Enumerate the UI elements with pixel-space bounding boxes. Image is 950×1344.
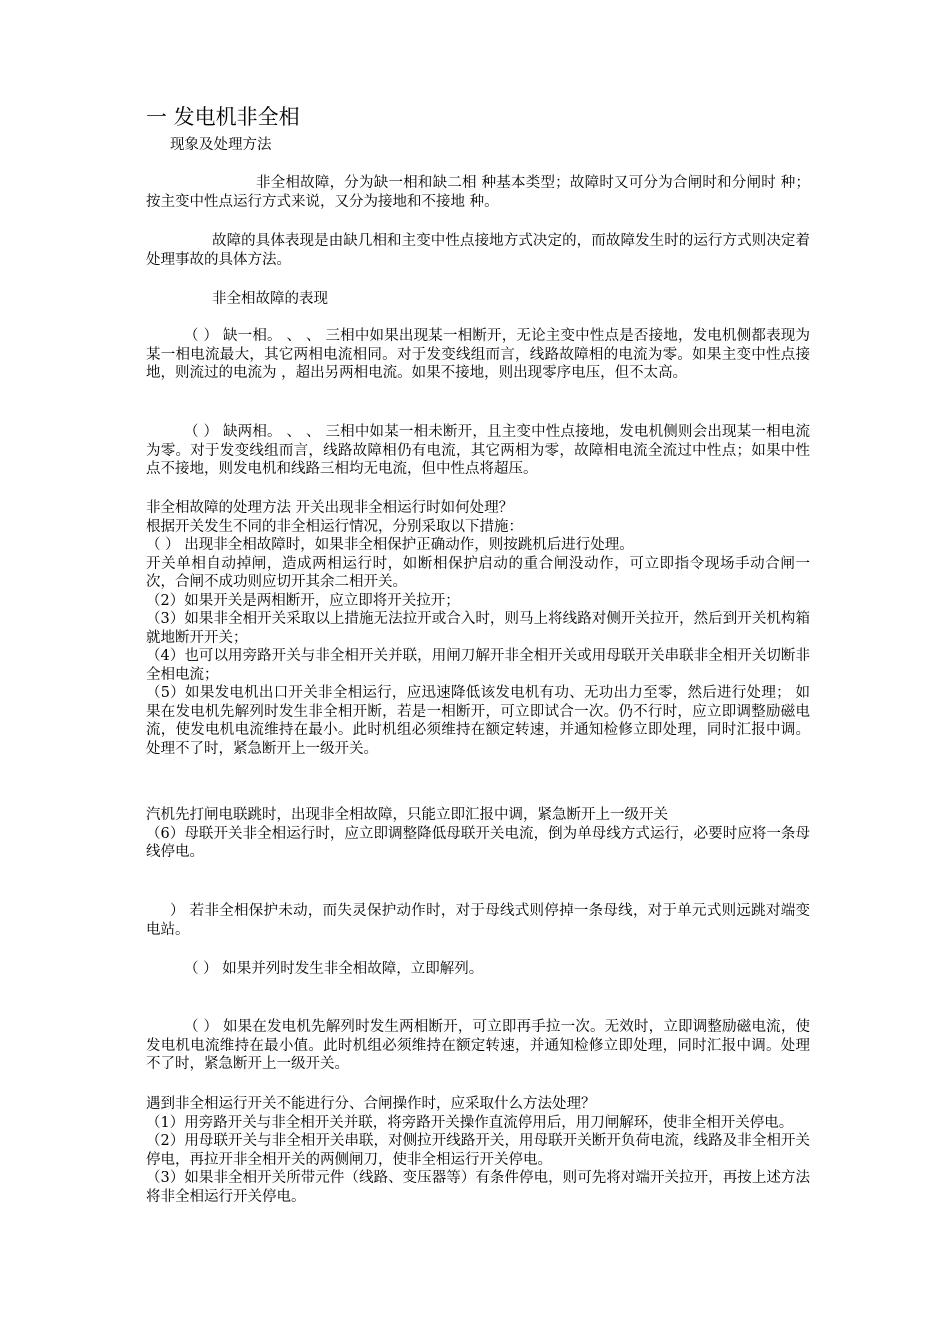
page-subtitle: 现象及处理方法 [170,137,272,153]
paragraph-missing-one-phase: （ ） 缺一相。 、 、 三相中如果出现某一相断开，无论主变中性点是否接地，发电机侧都表现为某一相电流最大，其它两相电流相同。对于发变线组而言，线路故障相的电流为零。如果主变中性点接地，则流过的电流为 ，超出另两相电流。如果不接地，则出现零序电压，但不太高。 [146,328,810,381]
paragraph-paralleling: （ ） 如果并列时发生非全相故障，立即解列。 [184,961,484,977]
page-title: 一 发电机非全相 [146,105,300,129]
paragraph-handling-measures: 非全相故障的处理方法 开关出现非全相运行时如何处理？ 根据开关发生不同的非全相运行情况，分别采取以下措施： （ ） 出现非全相故障时，如果非全相保护正确动作，则按跳机后进行处理。 开关单相自动掉闸，造成两相运行时，如断相保护启动的重合闸没动作，可立即指令现场手动合闸一次，合闸不成功则应切开其余二相开关。 （2）如果开关是两相断开，应立即将开关拉开； （3）如果非全相开关采取以上措施无法拉开或合入时，则马上将线路对侧开关拉开，然后到开关机构箱就地断开开关； （4）也可以用旁路开关与非全相开关并联，用闸刀解开非全相开关或用母联开关串联非全相开关切断非全相电流； （5）如果发电机出口开关非全相运行，应迅速降低该发电机有功、无功出力至零，然后进行处理； 如果在发电机先解列时发生非全相开断，若是一相断开，可立即试合一次。仍不行时，应立即调整励磁电流，使发电机电流维持在最小。此时机组必须维持在额定转速，并通知检修立即处理，同时汇报中调。处理不了时，紧急断开上一级开关。 [146,500,810,757]
paragraph-turbine-trip: 汽机先打闸电联跳时，出现非全相故障，只能立即汇报中调，紧急断开上一级开关 （6）母联开关非全相运行时，应立即调整降低母联开关电流，倒为单母线方式运行，必要时应将一条母线停电。 [146,807,810,860]
paragraph-intro: 非全相故障，分为缺一相和缺二相 种基本类型；故障时又可分为合闸时和分闸时 种；按主变中性点运行方式来说，又分为接地和不接地 种。 [146,175,810,210]
paragraph-breaker-failure: ） 若非全相保护未动，而失灵保护动作时，对于母线式则停掉一条母线，对于单元式则远跳对端变电站。 [146,903,810,938]
paragraph-overview: 故障的具体表现是由缺几相和主变中性点接地方式决定的，而故障发生时的运行方式则决定着处理事故的具体方法。 [146,233,810,268]
paragraph-missing-two-phases: （ ） 缺两相。 、 、 三相中如某一相未断开，且主变中性点接地，发电机侧则会出现某一相电流为零。对于发变线组而言，线路故障相仍有电流，其它两相为零，故障相电流全流过中性点；如果中性点不接地，则发电机和线路三相均无电流，但中性点将超压。 [146,424,810,477]
section-heading-symptoms: 非全相故障的表现 [212,291,328,307]
paragraph-two-phase-open: （ ） 如果在发电机先解列时发生两相断开，可立即再手拉一次。无效时，立即调整励磁电流，使发电机电流维持在最小值。此时机组必须维持在额定转速，并通知检修立即处理，同时汇报中调。处理不了时，紧急断开上一级开关。 [146,1019,810,1072]
paragraph-inoperable-breaker: 遇到非全相运行开关不能进行分、合闸操作时，应采取什么方法处理？ （1）用旁路开关与非全相开关并联，将旁路开关操作直流停用后，用刀闸解环，使非全相开关停电。 （2）用母联开关与非全相开关串联，对侧拉开线路开关，用母联开关断开负荷电流，线路及非全相开关停电，再拉开非全相开关的两侧闸刀，使非全相运行开关停电。 （3）如果非全相开关所带元件（线路、变压器等）有条件停电，则可先将对端开关拉开，再按上述方法将非全相运行开关停电。 [146,1096,810,1205]
